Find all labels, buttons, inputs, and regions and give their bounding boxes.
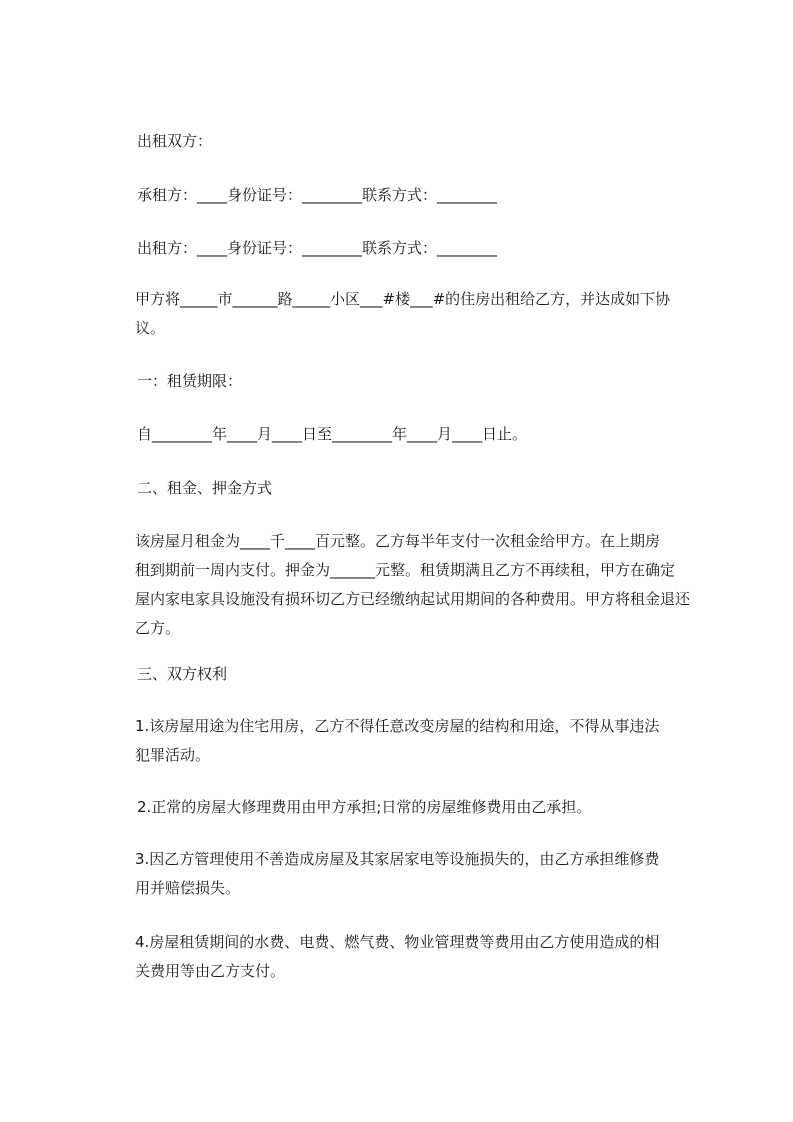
clause-1-line-2: 犯罪活动。 bbox=[135, 746, 211, 764]
clause-4-line-2: 关费用等由乙方支付。 bbox=[135, 962, 286, 980]
clause-3-line-1: 3.因乙方管理使用不善造成房屋及其家居家电等设施损失的，由乙方承担维修费 bbox=[135, 850, 660, 868]
parties-heading: 出租双方： bbox=[137, 132, 213, 150]
section1-heading: 一：租赁期限： bbox=[137, 372, 243, 390]
lease-period-line: 自________年____月____日至________年____月____日止。 bbox=[137, 425, 528, 443]
rent-line-2: 租到期前一周内支付。押金为______元整。租赁期满且乙方不再续租，甲方在确定 bbox=[135, 561, 676, 579]
intro-paragraph bbox=[135, 285, 705, 343]
section2-heading: 二、租金、押金方式 bbox=[137, 479, 273, 497]
rent-line-3: 屋内家电家具设施没有损环切乙方已经缴纳起试用期间的各种费用。甲方将租金退还 bbox=[135, 590, 691, 608]
rent-line-4: 乙方。 bbox=[135, 619, 181, 637]
landlord-line: 出租方：____身份证号：________联系方式：________ bbox=[137, 239, 498, 257]
rent-deposit-paragraph bbox=[135, 527, 705, 643]
rent-line-1: 该房屋月租金为____千____百元整。乙方每半年支付一次租金给甲方。在上期房 bbox=[135, 532, 661, 550]
clause-3 bbox=[135, 845, 705, 903]
tenant-line: 承租方：____身份证号：________联系方式：________ bbox=[137, 186, 498, 204]
clause-2: 2.正常的房屋大修理费用由甲方承担;日常的房屋维修费用由乙承担。 bbox=[137, 798, 592, 816]
clause-1-line-1: 1.该房屋用途为住宅用房，乙方不得任意改变房屋的结构和用途，不得从事违法 bbox=[135, 717, 660, 735]
intro-line-1: 甲方将_____市______路_____小区___#楼___#的住房出租给乙方，并达成如下协 bbox=[135, 290, 671, 308]
clause-4-line-1: 4.房屋租赁期间的水费、电费、燃气费、物业管理费等费用由乙方使用造成的相 bbox=[135, 933, 660, 951]
intro-line-2: 议。 bbox=[135, 319, 166, 337]
section3-heading: 三、双方权利 bbox=[137, 665, 228, 683]
clause-1 bbox=[135, 712, 705, 770]
clause-3-line-2: 用并赔偿损失。 bbox=[135, 879, 241, 897]
clause-4 bbox=[135, 928, 705, 986]
